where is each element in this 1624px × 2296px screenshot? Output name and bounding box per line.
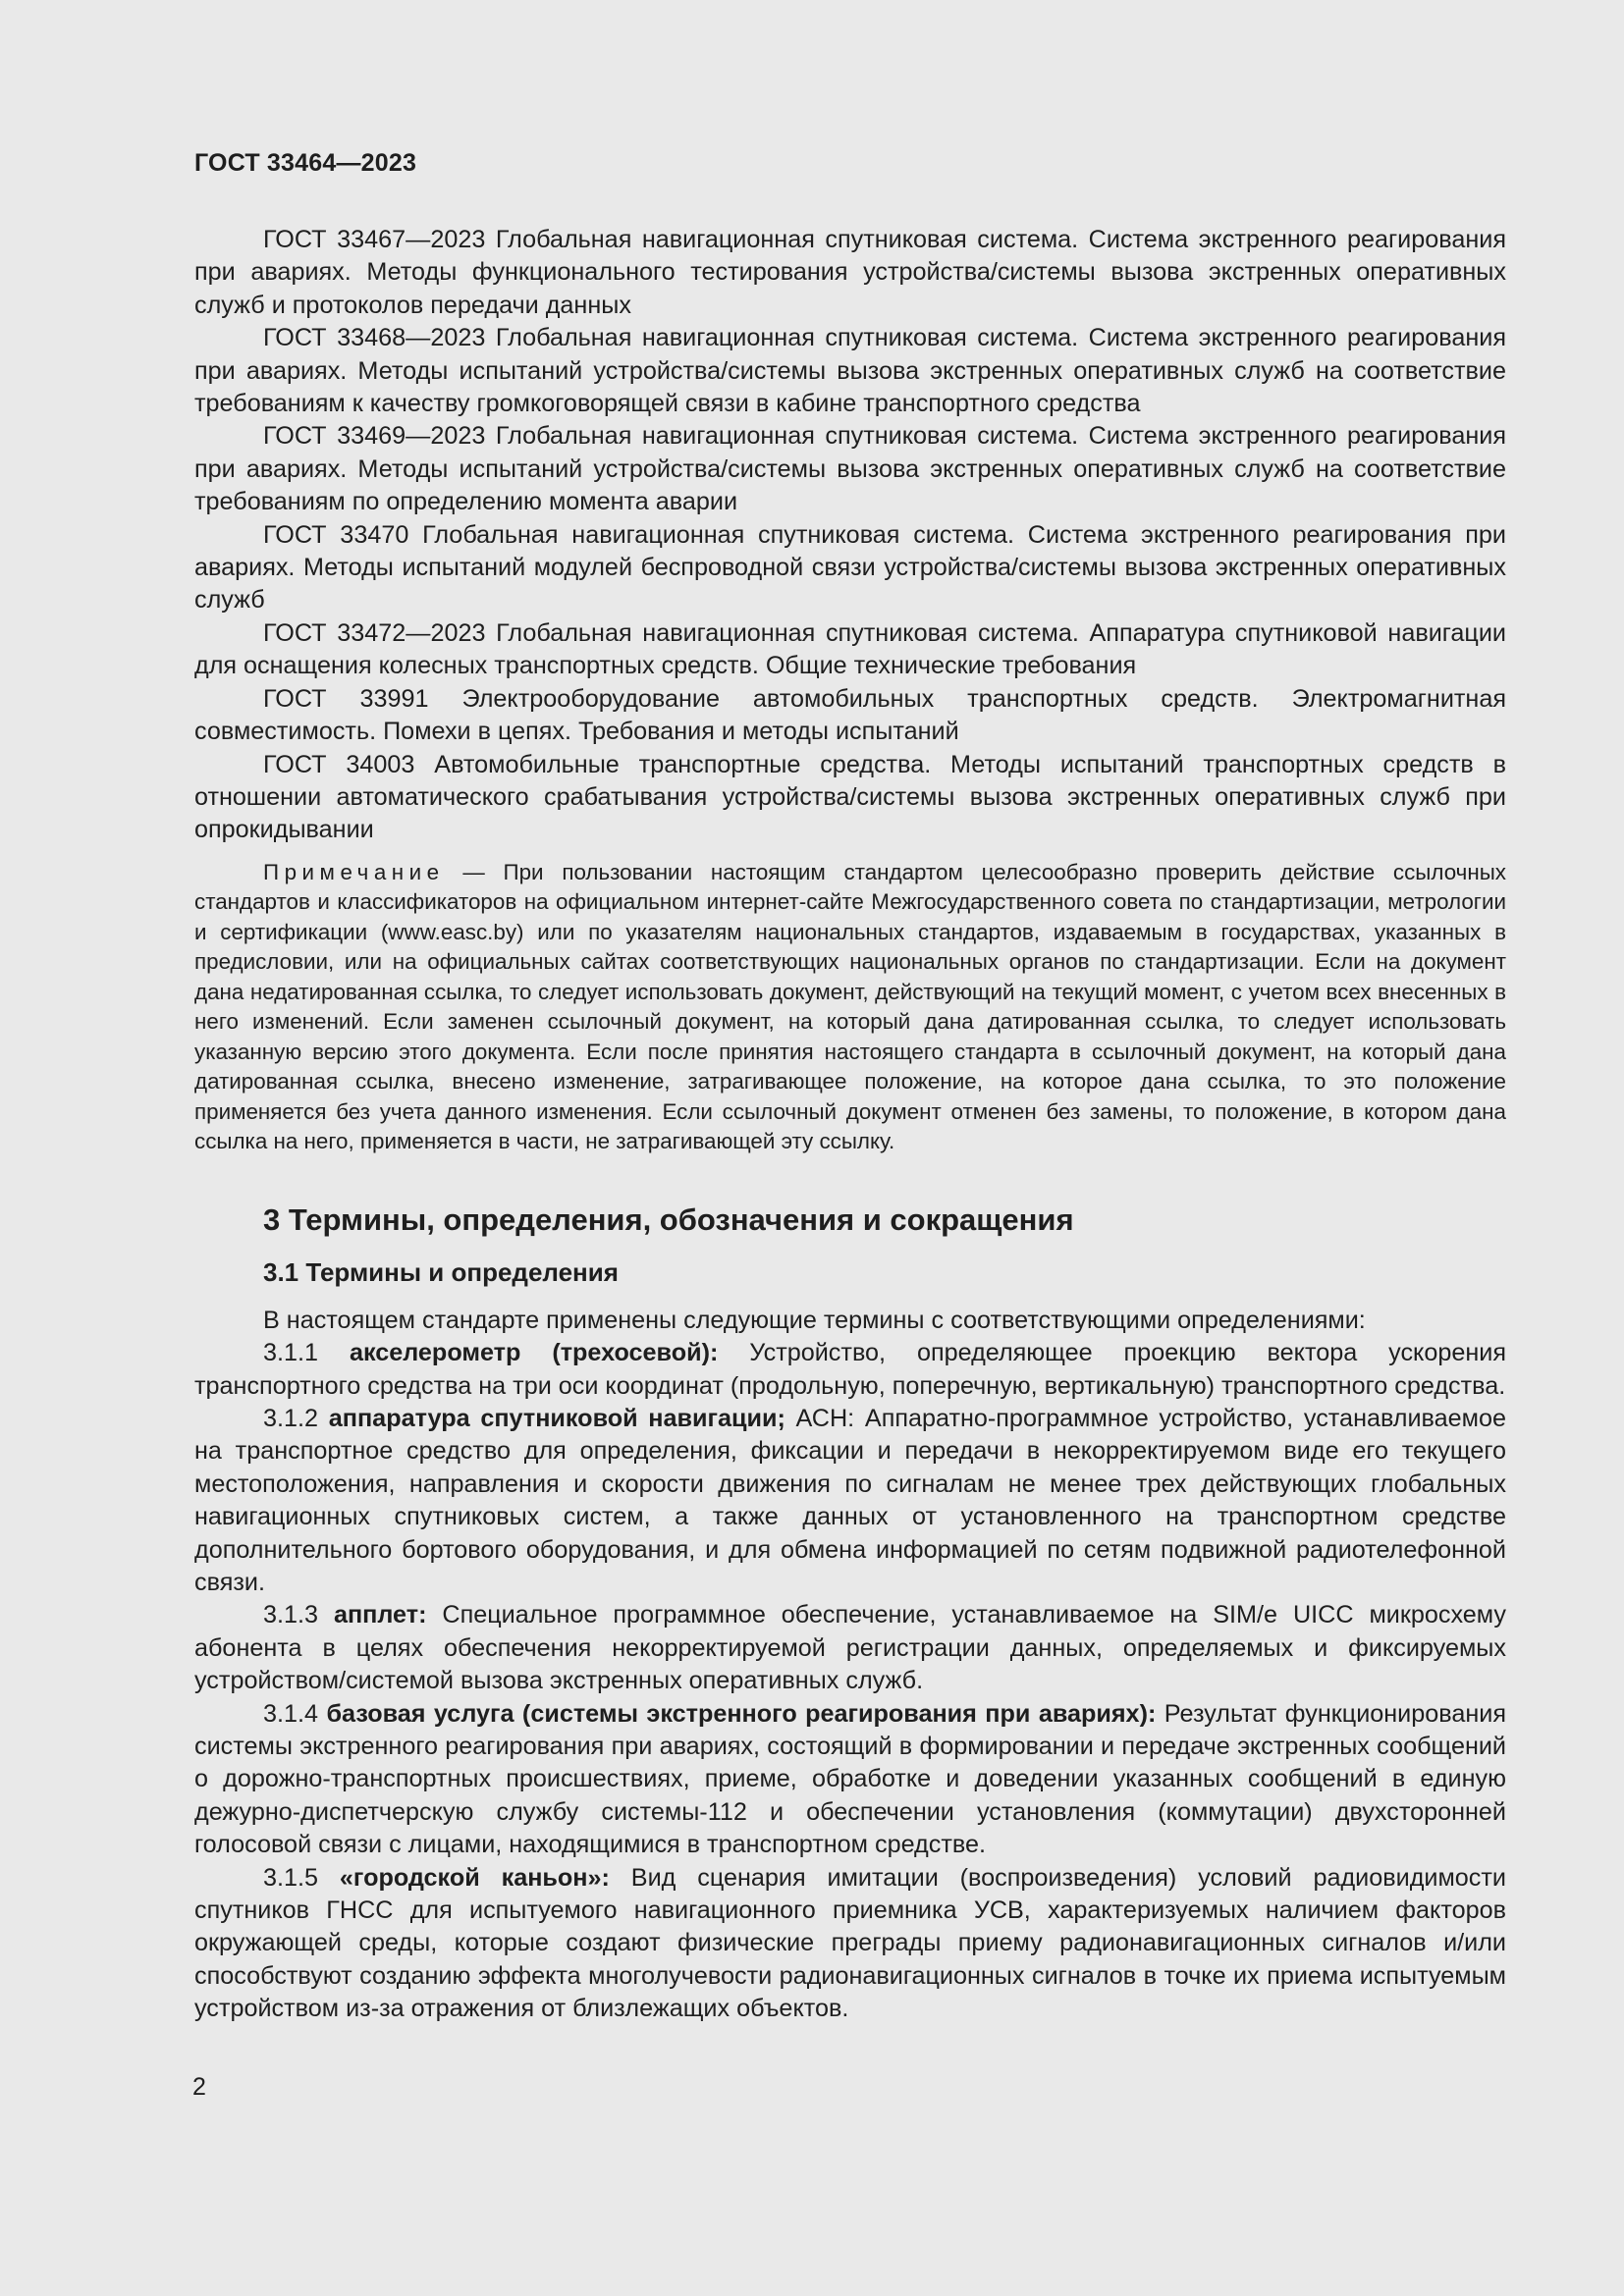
term-number: 3.1.3 [263,1601,334,1629]
term-number: 3.1.2 [263,1404,329,1432]
term-text: Специальное программное обеспечение, устанавливаемое на SIM/е UICC микросхему абонента в целях обеспечения некорректируемой регистрации данных, определяемых и фиксируемых устройством/системой вызова экстренных оперативных служб. [194,1601,1506,1695]
reference-item: ГОСТ 33991 Электрооборудование автомобильных транспортных средств. Электромагнитная совместимость. Помехи в цепях. Требования и методы испытаний [194,684,1506,746]
term-definition [194,1862,1506,2026]
section-title: 3 Термины, определения, обозначения и сокращения [263,1201,1074,1237]
term-definition [194,1403,1506,1599]
term-text: Вид сценария имитации (воспроизведения) условий радиовидимости спутников ГНСС для испытуемого навигационного приемника УСВ, характеризуемых наличием факторов окружающей среды, которые создают физические преграды приему радионавигационных сигналов и/или способствуют созданию эффекта многолучевости радионавигационных сигналов в точке их приема испытуемым устройством из-за отражения от близлежащих объектов. [194,1863,1506,2023]
reference-item: ГОСТ 34003 Автомобильные транспортные средства. Методы испытаний транспортных средств в отношении автоматического срабатывания устройства/системы вызова экстренных оперативных служб при опрокидывании [194,750,1506,844]
page-number: 2 [192,2073,206,2101]
term-name: «городской каньон»: [339,1863,610,1892]
document-code-header: ГОСТ 33464—2023 [194,149,417,177]
term-number: 3.1.1 [263,1339,350,1367]
term-name: апплет: [333,1601,427,1629]
term-text: Результат функционирования системы экстренного реагирования при авариях, состоящий в формировании и передаче экстренных сообщений о дорожно-транспортных происшествиях, приеме, обработке и доведении указанных сообщений в единую дежурно-диспетчерскую службу системы-112 и обеспечении установления (коммутации) двухсторонней голосовой связи с лицами, находящимися в транспортном средстве. [194,1699,1506,1859]
subsection-title: 3.1 Термины и определения [263,1256,619,1287]
term-name: акселерометр (трехосевой): [349,1339,719,1367]
term-text: АСН: Аппаратно-программное устройство, устанавливаемое на транспортное средство для определения, фиксации и передачи в некорректируемом виде его текущего местоположения, направления и скорости движения по сигналам не менее трех действующих глобальных навигационных спутниковых систем, а также данных от установленного на транспортном средстве дополнительного бортового оборудования, и для обмена информацией по сетям подвижной радиотелефонной связи. [194,1404,1506,1596]
reference-item: ГОСТ 33467—2023 Глобальная навигационная спутниковая система. Система экстренного реагирования при авариях. Методы функционального тестирования устройства/системы вызова экстренных оперативных служб и протоколов передачи данных [194,226,1506,319]
term-text: Устройство, определяющее проекцию вектора ускорения транспортного средства на три оси координат (продольную, поперечную, вертикальную) транспортного средства. [194,1339,1506,1400]
term-name: базовая услуга (системы экстренного реагирования при авариях): [326,1699,1157,1728]
note-text: — При пользовании настоящим стандартом целесообразно проверить действие ссылочных стандартов и классификаторов на официальном интернет-сайте Межгосударственного совета по стандартизации, метрологии и сертификации (www.easc.by) или по указателям национальных стандартов, издаваемым в государствах, указанных в предисловии, или на официальных сайтах соответствующих национальных органов по стандартизации. Если на документ дана недатированная ссылка, то следует использовать документ, действующий на текущий момент, с учетом всех внесенных в него изменений. Если заменен ссылочный документ, на который дана датированная ссылка, то следует использовать указанную версию этого документа. Если после принятия настоящего стандарта в ссылочный документ, на который дана датированная ссылка, внесено изменение, затрагивающее положение, на которое дана ссылка, то это положение применяется без учета данного изменения. Если ссылочный документ отменен без замены, то положение, в котором дана ссылка на него, применяется в части, не затрагивающей эту ссылку. [194,859,1506,1154]
reference-item: ГОСТ 33472—2023 Глобальная навигационная спутниковая система. Аппаратура спутниковой навигации для оснащения колесных транспортных средств. Общие технические требования [194,618,1506,680]
note-label: Примечание [263,859,445,884]
term-name: аппаратура спутниковой навигации; [328,1404,785,1432]
reference-item: ГОСТ 33468—2023 Глобальная навигационная спутниковая система. Система экстренного реагирования при авариях. Методы испытаний устройства/системы вызова экстренных оперативных служб на соответствие требованиям к качеству громкоговорящей связи в кабине транспортного средства [194,324,1506,418]
section-intro: В настоящем стандарте применены следующие термины с соответствующими определениями: [263,1306,1366,1334]
note-paragraph [194,858,1506,1157]
term-definition [194,1337,1506,1403]
page-content [194,224,1506,2026]
term-definition [194,1599,1506,1697]
term-number: 3.1.5 [263,1863,340,1892]
term-definition [194,1698,1506,1862]
reference-item: ГОСТ 33470 Глобальная навигационная спутниковая система. Система экстренного реагирования при авариях. Методы испытаний модулей беспроводной связи устройства/системы вызова экстренных оперативных служб [194,520,1506,614]
term-number: 3.1.4 [263,1699,327,1728]
reference-item: ГОСТ 33469—2023 Глобальная навигационная спутниковая система. Система экстренного реагирования при авариях. Методы испытаний устройства/системы вызова экстренных оперативных служб на соответствие требованиям по определению момента аварии [194,422,1506,516]
